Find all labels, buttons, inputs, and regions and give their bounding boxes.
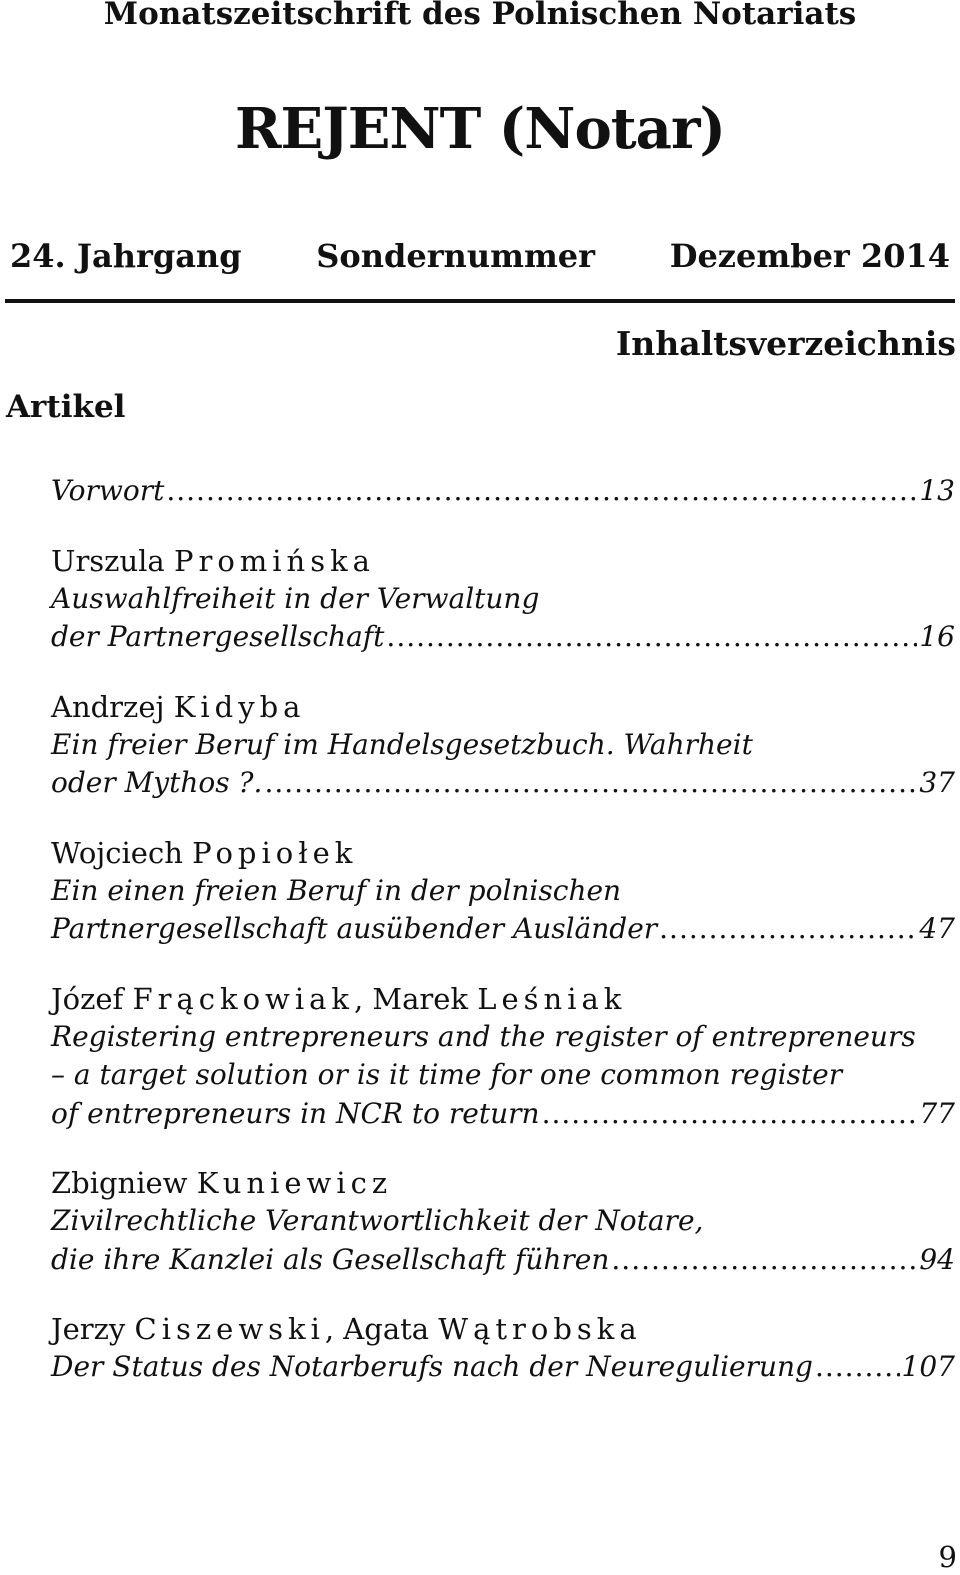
author-second-first-name: , Agata (324, 1312, 439, 1346)
dot-leader (264, 764, 917, 803)
toc-entry-author (51, 980, 955, 1018)
issue-label: Sondernummer (316, 237, 596, 275)
author-surname: Kuniewicz (196, 1166, 393, 1200)
author-separator (188, 1166, 197, 1200)
toc-entry[interactable] (51, 980, 955, 1134)
dot-leader (815, 1348, 900, 1387)
author-surname: Popiołek (192, 835, 358, 870)
toc-entry-title-line (51, 764, 955, 803)
toc-entry-author (51, 542, 955, 580)
author-first-name: Urszula (51, 543, 165, 578)
toc-entry-title-line (51, 472, 955, 511)
author-separator (165, 544, 174, 578)
issue-info (10, 236, 950, 276)
toc-entry-title: oder Mythos ?. (51, 766, 263, 799)
toc-entry-title-line: Auswahlfreiheit in der Verwaltung (51, 581, 540, 615)
dot-leader (166, 472, 917, 511)
dot-leader (659, 910, 917, 949)
author-second-first-name: , Marek (354, 981, 478, 1016)
author-separator (125, 1312, 134, 1346)
toc-entry-page: 16 (919, 620, 955, 653)
dot-leader (542, 1095, 918, 1134)
dot-leader (611, 1241, 917, 1280)
author-surname: Ciszewski (134, 1312, 325, 1346)
volume-label: 24. Jahrgang (10, 237, 242, 275)
date-label: Dezember 2014 (669, 237, 950, 275)
toc-entry-page: 77 (919, 1096, 955, 1130)
toc-entry-title-line: – a target solution or is it time for one common register (51, 1058, 843, 1091)
toc-entry-title: of entrepreneurs in NCR to return (51, 1096, 540, 1130)
author-surname: Frąckowiak (132, 981, 354, 1016)
horizontal-rule (5, 299, 955, 303)
author-surname: Kidyba (173, 689, 306, 724)
toc-entry[interactable] (51, 688, 955, 803)
page-number: 9 (938, 1540, 957, 1574)
author-first-name: Andrzej (51, 689, 165, 724)
toc-entry-author (51, 834, 955, 872)
toc-heading: Inhaltsverzeichnis (615, 324, 956, 363)
journal-title: REJENT (Notar) (235, 96, 725, 162)
toc-entry-page: 37 (919, 766, 955, 799)
toc-entry-title-line: Registering entrepreneurs and the register of entrepreneurs (51, 1019, 916, 1053)
author-second-surname: Leśniak (477, 981, 627, 1016)
toc-entry-title: Der Status des Notarberufs nach der Neuregulierung (51, 1350, 813, 1383)
toc-entry-page: 94 (919, 1242, 955, 1276)
toc-entry-page: 13 (919, 474, 955, 507)
toc-entry[interactable] (51, 1310, 955, 1387)
toc-entry-title-line (51, 1095, 955, 1134)
author-separator (183, 836, 192, 870)
author-first-name: Józef (51, 981, 124, 1016)
toc-entry[interactable] (51, 472, 955, 511)
toc-entry-title-line (51, 910, 955, 949)
toc-entry-title: Vorwort (51, 474, 165, 507)
toc-entry-title: Partnergesellschaft ausübender Ausländer (51, 912, 658, 945)
author-first-name: Zbigniew (51, 1166, 188, 1200)
author-second-surname: Wątrobska (438, 1312, 642, 1346)
author-separator (164, 690, 173, 724)
toc-entry-page: 47 (919, 912, 955, 945)
toc-entry[interactable] (51, 834, 955, 949)
author-first-name: Wojciech (51, 835, 183, 870)
toc-entry[interactable] (51, 1164, 955, 1279)
toc-entry-author (51, 1164, 955, 1202)
toc-entry-title-line (51, 1348, 955, 1387)
toc-entry-title-line: Zivilrechtliche Verantwortlichkeit der Notare, (51, 1204, 704, 1237)
toc-entry-title: die ihre Kanzlei als Gesellschaft führen (51, 1242, 610, 1276)
toc-entry-title: der Partnergesellschaft (51, 620, 385, 653)
author-first-name: Jerzy (51, 1312, 126, 1346)
dot-leader (386, 618, 917, 657)
journal-subtitle: Monatszeitschrift des Polnischen Notariats (103, 0, 857, 32)
toc-entry-author (51, 688, 955, 726)
toc-entry-title-line: Ein freier Beruf im Handelsgesetzbuch. Wahrheit (51, 727, 753, 761)
toc-entry-title-line: Ein einen freien Beruf in der polnischen (51, 873, 622, 907)
toc-entry[interactable] (51, 542, 955, 657)
author-surname: Promińska (173, 543, 375, 578)
toc-entry-title-line (51, 1241, 955, 1280)
toc-entry-author (51, 1310, 955, 1348)
toc-entry-title-line (51, 618, 955, 657)
toc-entry-page: 107 (901, 1350, 955, 1383)
table-of-contents (51, 472, 955, 1418)
section-heading: Artikel (6, 389, 126, 425)
